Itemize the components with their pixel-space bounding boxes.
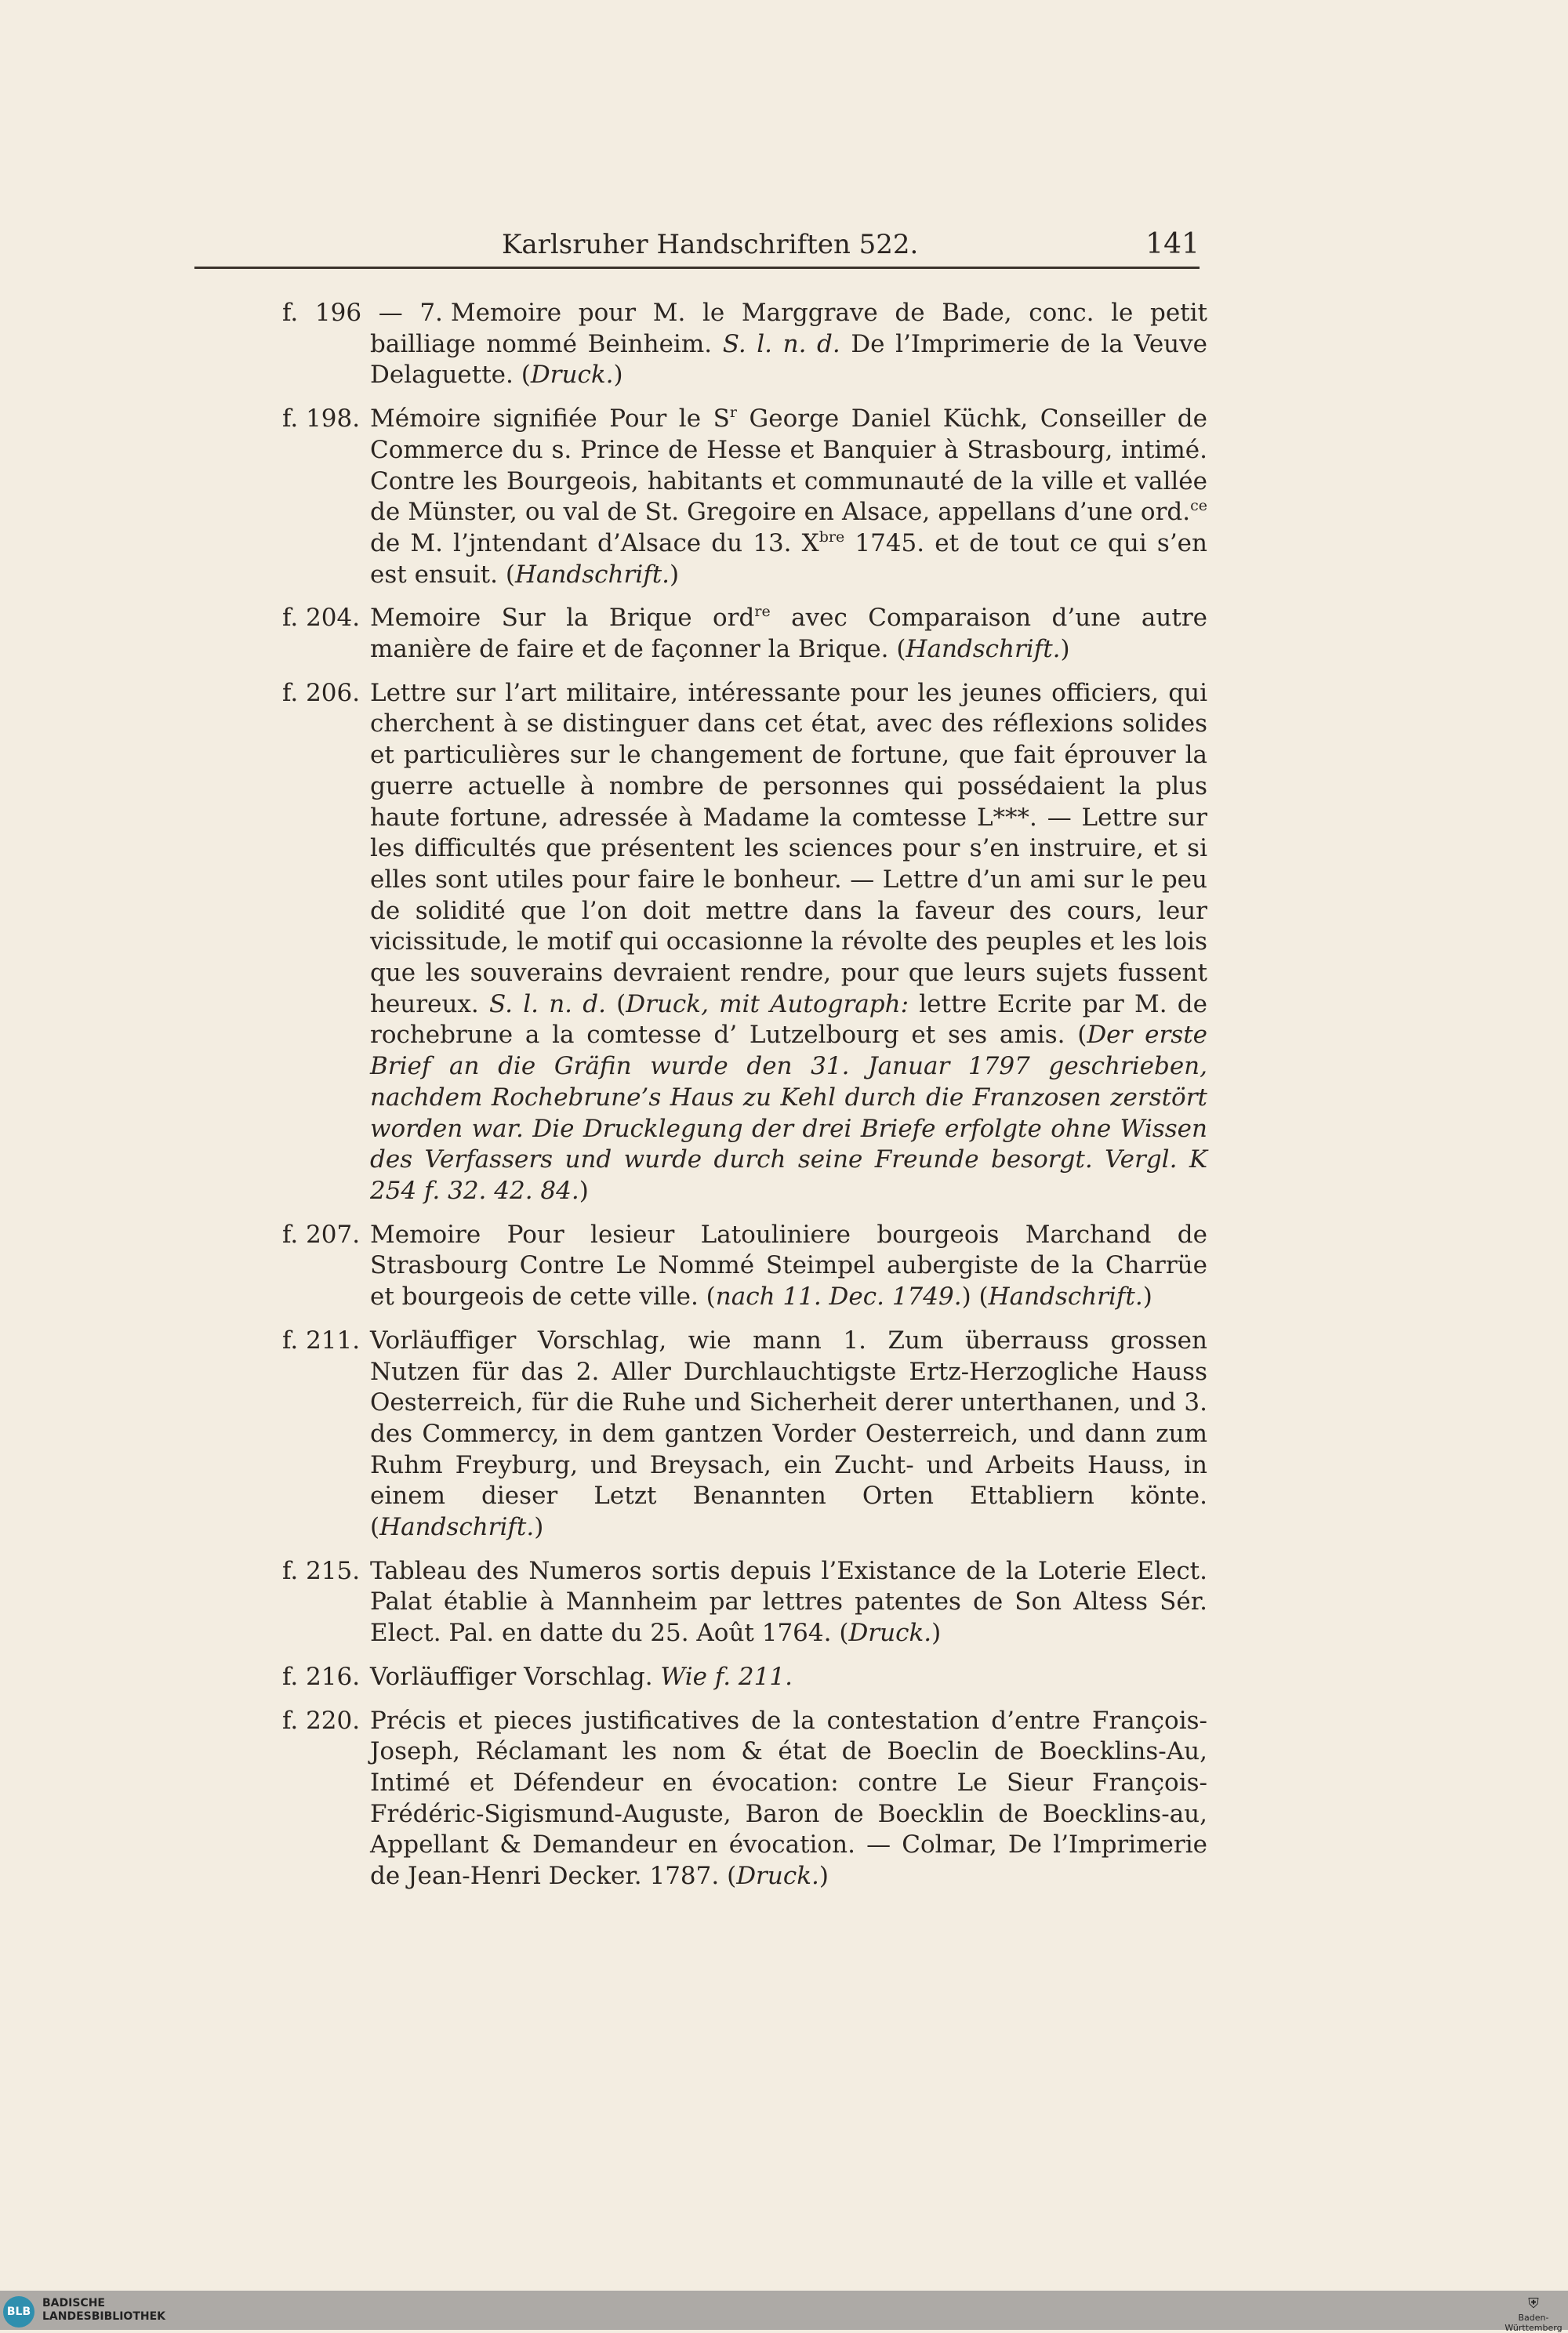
catalog-entry — [282, 1706, 1207, 1892]
catalog-entry — [282, 678, 1207, 1207]
entry-text: Lettre sur l’art militaire, intéressante pour les jeunes officiers, qui cherchent à se distinguer dans cet état, avec des réflexions solides et particulières sur le changement de fortune, que fait éprouver la guerre actuelle à nombre de personnes qui possédaient la plus haute fortune, adressée à Madame la comtesse L***. — Lettre sur les difficultés que présentent les sciences pour s’en instruire, et si elles sont utiles pour faire le bonheur. — Lettre d’un ami sur le peu de solidité que l’on doit mettre dans la faveur des cours, leur vicissitude, le motif qui occasionne la révolte des peuples et les lois que les souverains devraient rendre, pour que leurs sujets fussent heureux. S. l. n. d. (Druck, mit Autograph: lettre Ecrite par M. de rochebrune a la comtesse d’ Lutzelbourg et ses amis. (Der erste Brief an die Gräfin wurde den 31. Januar 1797 geschrieben, nachdem Rochebrune’s Haus zu Kehl durch die Franzosen zerstört worden war. Die Drucklegung der drei Briefe erfolgte ohne Wissen des Verfassers und wurde durch seine Freunde besorgt. Vergl. K 254 f. 32. 42. 84.) — [370, 678, 1207, 1205]
folio-reference: f. 207. — [282, 1220, 361, 1249]
catalog-entry — [282, 603, 1207, 665]
header-rule — [194, 267, 1200, 269]
catalog-entry — [282, 298, 1207, 391]
header-title: Karlsruher Handschriften 522. — [502, 229, 919, 260]
entry-text: Vorläuffiger Vorschlag, wie mann 1. Zum überrauss grossen Nutzen für das 2. Aller Durchlauchtigste Ertz-Herzogliche Hauss Oesterreich, für die Ruhe und Sicherheit derer unterthanen, und 3. des Commercy, in dem gantzen Vorder Oesterreich, und dann zum Ruhm Freyburg, und Breysach, ein Zucht- und Arbeits Hauss, in einem dieser Letzt Benannten Orten Ettabliern könte. (Handschrift.) — [370, 1326, 1207, 1542]
folio-reference: f. 216. — [282, 1662, 361, 1691]
library-name — [42, 2297, 165, 2324]
entry-text: Memoire Pour lesieur Latouliniere bourgeois Marchand de Strasbourg Contre Le Nommé Steimpel aubergiste de la Charrüe et bourgeois de cette ville. (nach 11. Dec. 1749.) (Handschrift.) — [370, 1220, 1207, 1312]
entry-text: Tableau des Numeros sortis depuis l’Existance de la Loterie Elect. Palat établie à Mannheim par lettres patentes de Son Altess Sér. Elect. Pal. en datte du 25. Août 1764. (Druck.) — [370, 1556, 1207, 1648]
library-name-line1: BADISCHE — [42, 2297, 105, 2309]
entry-text: Memoire pour M. le Marggrave de Bade, conc. le petit bailliage nommé Beinheim. S. l. n. d. De l’Imprimerie de la Veuve Delaguette. (Druck.) — [370, 299, 1208, 390]
folio-reference: f. 211. — [282, 1326, 361, 1355]
entry-text: Mémoire signifiée Pour le $S^r$ George Daniel Küchk, Conseiller de Commerce du s. Prince de Hesse et Banquier à Strasbourg, intimé. Contre les Bourgeois, habitants et communauté de la ville et vallée de Münster, ou val de St. Gregoire en Alsace, appellans d’une ord.$^{ce}$ de M. l’jntendant d’Alsace du 13. $X^{bre}$ 1745. et de tout ce qui s’en est ensuit. (Handschrift.) — [370, 404, 1207, 589]
blb-logo-icon: BLB — [3, 2296, 34, 2328]
folio-reference: f. 206. — [282, 678, 361, 707]
library-footer-bar — [0, 2291, 1568, 2333]
region-credit — [1502, 2295, 1565, 2333]
catalog-entry — [282, 404, 1207, 590]
entry-text: Vorläuffiger Vorschlag. Wie f. 211. — [370, 1662, 793, 1691]
folio-reference: f. 215. — [282, 1556, 361, 1585]
library-name-line2: LANDESBIBLIOTHEK — [42, 2310, 166, 2323]
folio-reference: f. 198. — [282, 405, 361, 434]
running-header — [196, 223, 1200, 267]
entry-text: Memoire Sur la Brique ord$^{re}$ avec Comparaison d’une autre manière de faire et de façonner la Brique. (Handschrift.) — [370, 603, 1207, 664]
folio-reference: f. 196 — 7. — [282, 299, 443, 327]
catalog-entries — [282, 298, 1207, 1905]
coat-of-arms-icon: ⛨ — [1528, 2295, 1539, 2312]
folio-reference: f. 204. — [282, 604, 361, 633]
catalog-entry — [282, 1220, 1207, 1313]
folio-reference: f. 220. — [282, 1706, 361, 1735]
region-label: Baden-Württemberg — [1504, 2313, 1563, 2333]
entry-text: Précis et pieces justificatives de la contestation d’entre François-Joseph, Réclamant les nom & état de Boeclin de Boecklins-Au, Intimé et Défendeur en évocation: contre Le Sieur François-Frédéric-Sigismund-Auguste, Baron de Boecklin de Boecklins-au, Appellant & Demandeur en évocation. — Colmar, De l’Imprimerie de Jean-Henri Decker. 1787. (Druck.) — [370, 1706, 1207, 1891]
page-number: 141 — [1145, 228, 1200, 260]
catalog-entry — [282, 1326, 1207, 1544]
catalog-entry — [282, 1556, 1207, 1649]
catalog-entry — [282, 1662, 1207, 1693]
